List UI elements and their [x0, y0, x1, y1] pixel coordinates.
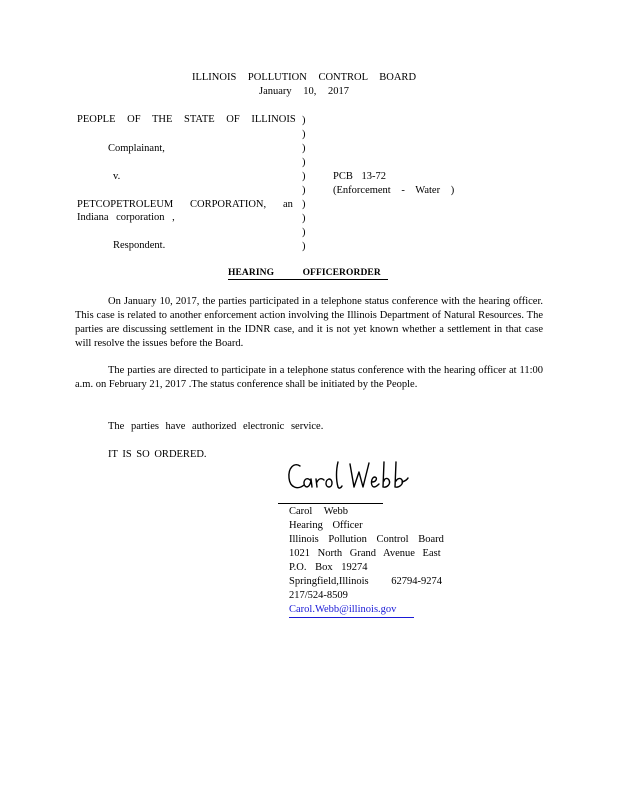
caption-parentheses	[302, 114, 310, 254]
document-date: January 10, 2017	[258, 86, 350, 97]
signer-street: 1021 North Grand Avenue East	[289, 548, 441, 559]
paragraph-2	[75, 364, 543, 392]
paren: )	[302, 115, 306, 126]
order-title: HEARING OFFICERORDER	[228, 268, 388, 280]
paren: )	[302, 213, 306, 224]
signature-block	[289, 505, 444, 618]
paren: )	[302, 157, 306, 168]
handwritten-signature	[286, 458, 416, 498]
paren: )	[302, 143, 306, 154]
paragraph-1-text: On January 10, 2017, the parties participated in a telephone status conference with the hearing officer. This case is related to another enforcement action involving the Illinois Department of Natural Resources. The parties are discussing settlement in the IDNR case, and it is not yet known whether a settlement in that case will resolve the issues before the Board.	[75, 296, 543, 349]
respondent-label: Respondent.	[113, 240, 166, 251]
paragraph-1	[75, 295, 543, 351]
case-number: PCB 13-72	[333, 171, 386, 182]
agency-title: ILLINOIS POLLUTION CONTROL BOARD	[191, 72, 417, 83]
respondent-name-part3: an	[283, 199, 293, 210]
paren: )	[302, 241, 306, 252]
respondent-name-line2: Indiana corporation ,	[77, 212, 175, 223]
paragraph-3: The parties have authorized electronic service.	[108, 421, 324, 432]
case-type: (Enforcement - Water )	[333, 185, 455, 196]
paren: )	[302, 185, 306, 196]
signer-organization: Illinois Pollution Control Board	[289, 534, 444, 545]
paren: )	[302, 199, 306, 210]
paren: )	[302, 171, 306, 182]
signer-title: Hearing Officer	[289, 520, 363, 531]
paren: )	[302, 129, 306, 140]
versus-label: v.	[113, 171, 121, 182]
signer-phone: 217/524-8509	[289, 590, 348, 601]
signer-name: Carol Webb	[289, 506, 348, 517]
paren: )	[302, 227, 306, 238]
signer-city: Springfield,Illinois 62794-9274	[289, 576, 442, 587]
complainant-party: PEOPLE OF THE STATE OF ILLINOIS	[77, 114, 296, 125]
paragraph-4: IT IS SO ORDERED.	[108, 449, 207, 460]
paragraph-2-text: The parties are directed to participate in a telephone status conference with the hearing officer at 11:00 a.m. on February 21, 2017 .The status conference shall be initiated by the People.	[75, 365, 543, 390]
respondent-name-part1: PETCOPETROLEUM	[77, 199, 174, 210]
signature-line	[278, 503, 383, 504]
respondent-name-part2: CORPORATION,	[190, 199, 267, 210]
signer-email-link[interactable]: Carol.Webb@illinois.gov	[289, 604, 397, 615]
complainant-label: Complainant,	[108, 143, 165, 154]
signer-pobox: P.O. Box 19274	[289, 562, 368, 573]
